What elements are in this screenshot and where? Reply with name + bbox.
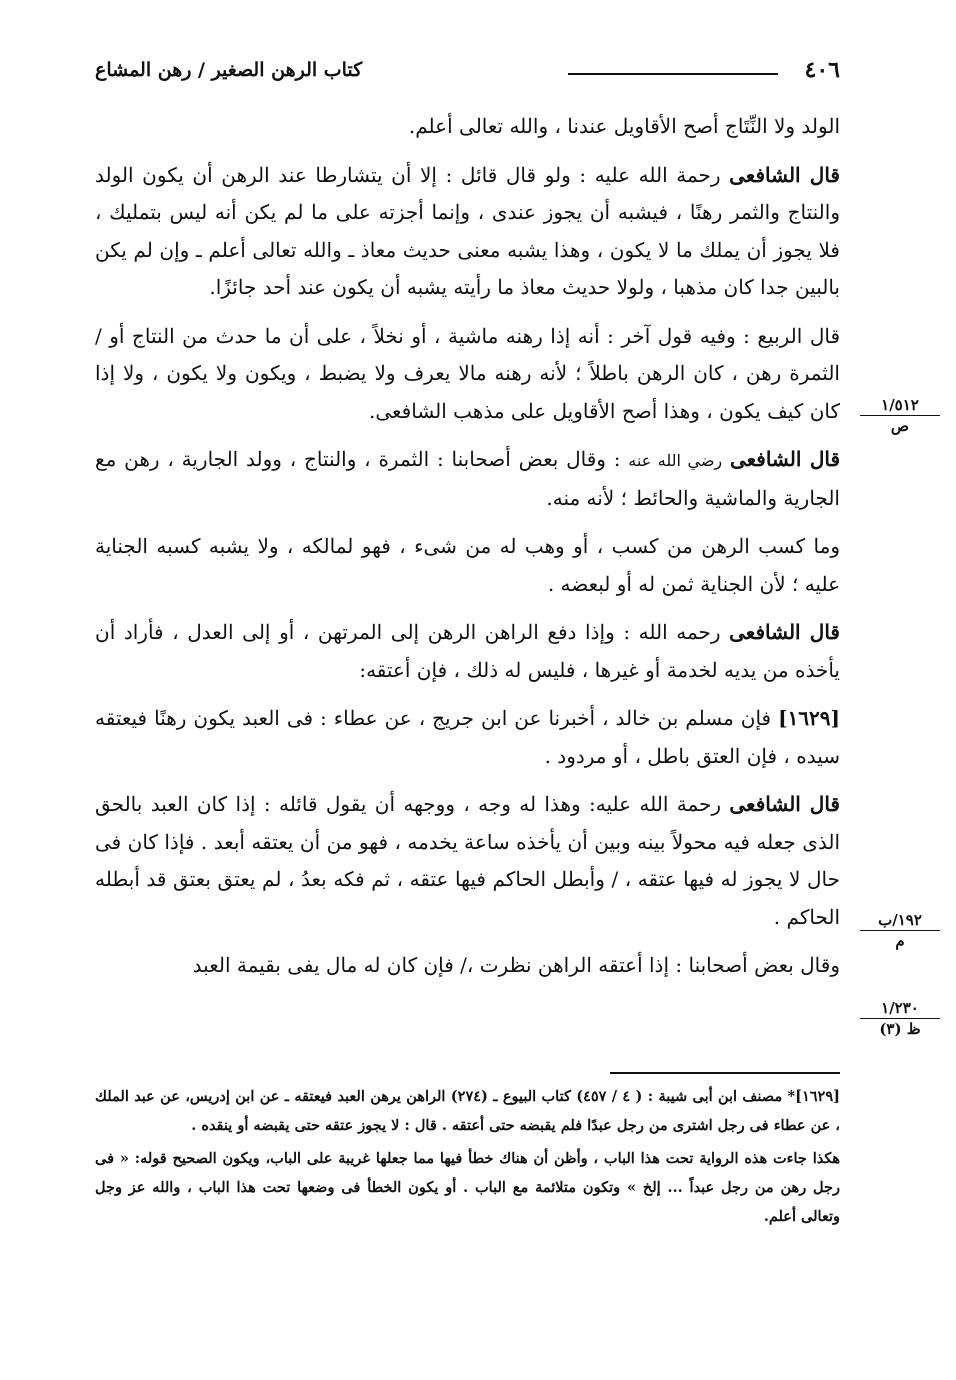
footnote-text: هكذا جاءت هذه الرواية تحت هذا الباب ، وأظن أن هناك خطأ فيها مما جعلها غريبة على الباب، ويكون الصحيح قوله: « فى رجل رهن من رجل عبداً ... إلخ » وتكون متلائمة مع الباب . أو يكون الخطأ فى وضعها تحت هذا الباب ، والله عز وجل وتعالى أعلم. (95, 1150, 840, 1225)
paragraph-lead: قال الشافعى (729, 620, 840, 644)
paragraph-text: قال الربيع : وفيه قول آخر : أنه إذا رهنه ماشية ، أو نخلاً ، على أن ما حدث من النتاج أو / الثمرة رهن ، كان الرهن باطلاً ؛ لأنه رهنه مالا يعرف ولا يضبط ، ويكون ولا يكون ، ولا إذا كان كيف يكون ، وهذا أصح الأقاويل على مذهب الشافعى. (95, 323, 840, 423)
paragraph (95, 318, 840, 431)
page-number: ٤٠٦ (804, 57, 840, 83)
margin-ref-siglum: ص (890, 417, 910, 435)
margin-manuscript-ref (860, 395, 940, 436)
paragraph (95, 157, 840, 307)
header-rule (568, 73, 778, 75)
paragraph (95, 108, 840, 146)
paragraph-text: وما كسب الرهن من كسب ، أو وهب له من شىء ، فهو لمالكه ، ولا يشبه كسبه الجناية عليه ؛ لأن الجناية ثمن له أو لبعضه . (95, 534, 840, 596)
margin-ref-folio: ١/٥١٢ (860, 395, 940, 416)
margin-ref-siglum: م (895, 932, 905, 950)
margin-manuscript-ref (860, 910, 940, 951)
paragraph (95, 947, 840, 985)
margin-manuscript-ref (860, 998, 940, 1039)
paragraph-lead: قال الشافعى (729, 447, 841, 471)
footnote (95, 1144, 840, 1231)
paragraph-text: رحمة الله عليه : ولو قال قائل : إلا أن يتشارطا عند الرهن أن يكون الولد والنتاج والثمر رهنًا ، فيشبه أن يجوز عندى ، وإنما أجزته على ما لم يكن أنه ليس بتمليك ، فلا يجوز أن يملك ما لا يكون ، وهذا يشبه معنى حديث معاذ ـ والله تعالى أعلم ـ وإن لم يكن بالبين جدا كان مذهبا ، ولولا حديث معاذ ما رأيته يشبه أن يكون عند أحد جائزًا. (95, 162, 840, 299)
paragraph-lead: قال الشافعى (729, 792, 840, 816)
footnote-divider (610, 1072, 840, 1074)
paragraph (95, 441, 840, 517)
paragraph (95, 700, 840, 775)
footnotes (95, 1082, 840, 1235)
hadith-number: [١٦٢٩] (778, 706, 840, 730)
margin-ref-siglum: ظ (٣) (879, 1020, 921, 1038)
paragraph-text: فإن مسلم بن خالد ، أخبرنا عن ابن جريج ، عن عطاء : فى العبد يكون رهنًا فيعتقه سيده ، فإن العتق باطل ، أو مردود . (95, 706, 840, 768)
paragraph (95, 528, 840, 603)
paragraph-text: رحمه الله : وإذا دفع الراهن الرهن إلى المرتهن ، أو إلى العدل ، فأراد أن يأخذه من يديه لخدمة أو غيرها ، فليس له ذلك ، فإن أعتقه: (95, 620, 840, 682)
page-header (95, 55, 840, 95)
footnote (95, 1082, 840, 1140)
paragraph-text: رحمة الله عليه: وهذا له وجه ، ووجهه أن يقول قائله : إذا كان العبد بالحق الذى جعله فيه محولاً بينه وبين أن يأخذه ساعة يخدمه ، فهو من أن يعتقه أبعد . فإذا كان فى حال لا يجوز له فيها عتقه ، / وأبطل الحاكم فيها عتقه ، ثم فكه بعدُ ، لم يعتق بعتق قد أبطله الحاكم . (95, 792, 841, 929)
paragraph-lead: قال الشافعى (729, 162, 840, 187)
paragraph (95, 614, 840, 689)
footnote-text: مصنف ابن أبى شيبة : ( ٤ / ٤٥٧) كتاب البيوع ـ (٢٧٤) الراهن يرهن العبد فيعتقه ـ عن ابن إدريس، عن عبد الملك ، عن عطاء فى رجل اشترى من رجل عبدًا فلم يقبضه حتى أعتقه . قال : لا يجوز عتقه حتى يقبضه أو ينقده . (95, 1088, 840, 1134)
paragraph (95, 786, 840, 936)
paragraph-text: وقال بعض أصحابنا : إذا أعتقه الراهن نظرت ،/ فإن كان له مال يفى بقيمة العبد (192, 953, 840, 977)
margin-ref-folio: ١/٢٣٠ (860, 998, 940, 1019)
paragraph-text: الولد ولا النِّتَاج أصح الأقاويل عندنا ، والله تعالى أعلم. (408, 114, 840, 138)
running-title: كتاب الرهن الصغير / رهن المشاع (95, 59, 363, 81)
main-text (95, 108, 840, 996)
paragraph-text: : وقال بعض أصحابنا : الثمرة ، والنتاج ، وولد الجارية ، رهن مع الجارية والماشية والحائط ؛ لأنه منه. (95, 447, 840, 510)
footnote-number: [١٦٢٩]* (787, 1088, 840, 1105)
margin-ref-folio: ١٩٢/ب (860, 910, 940, 931)
honorific-symbol: رضي الله عنه (628, 451, 723, 470)
